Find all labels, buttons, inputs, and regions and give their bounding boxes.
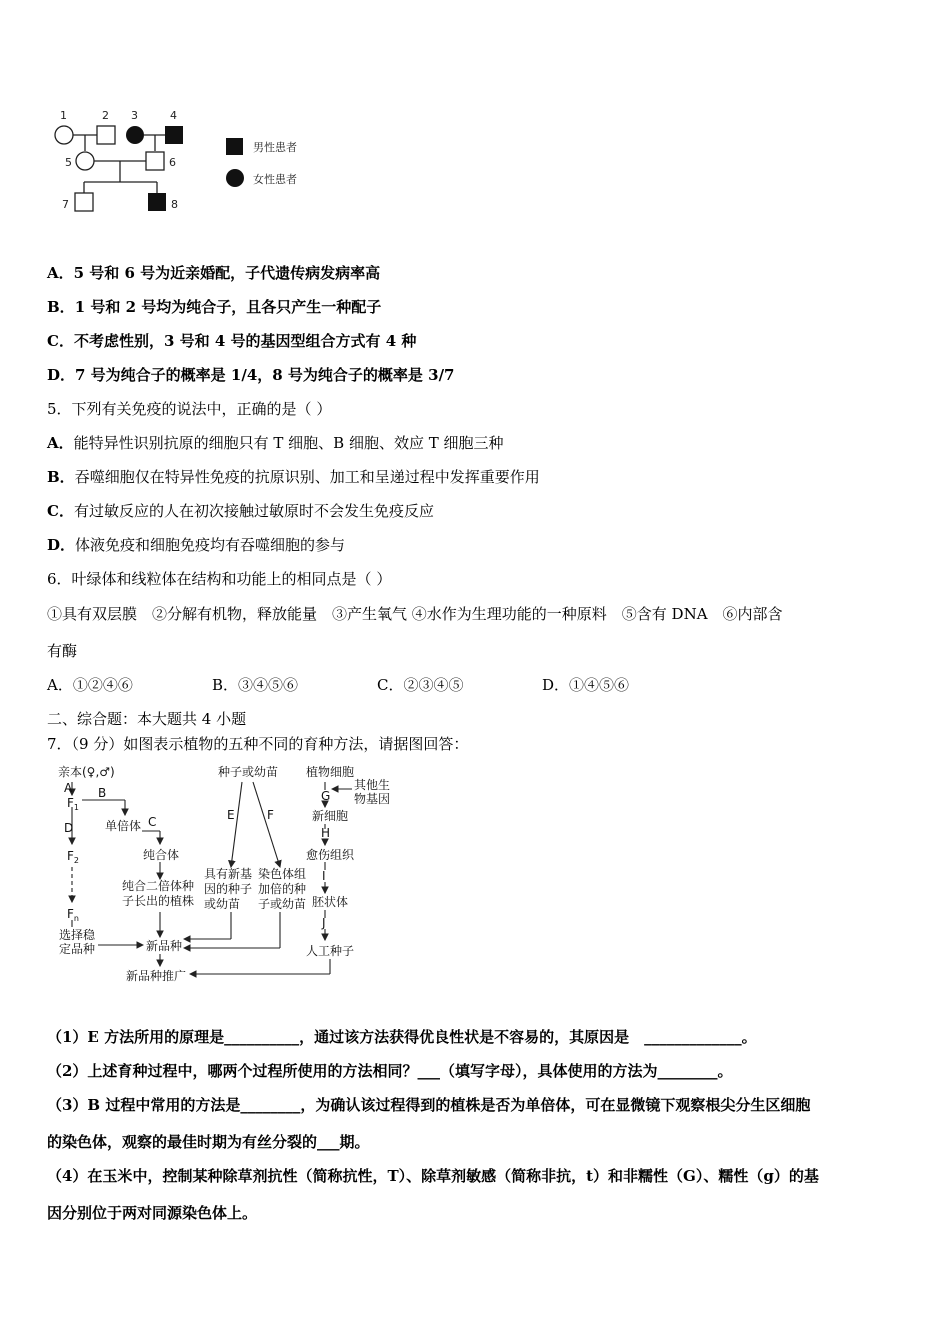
pedigree-number: 3 <box>131 109 138 122</box>
fn-label: $F_n$ <box>67 907 79 923</box>
q6-choice-a: A．①②④⑥ <box>47 676 133 694</box>
legend-male-label: 男性患者 <box>253 141 297 154</box>
other-gene-label: 物基因 <box>354 792 391 806</box>
step-g-label: G <box>321 789 331 803</box>
legend-female-symbol <box>226 169 244 187</box>
parents-label: 亲本(♀,♂) <box>58 765 115 779</box>
q6-stem: 6．叶绿体和线粒体在结构和功能上的相同点是（ ） <box>47 570 392 588</box>
q5-option-b: B．吞噬细胞仅在特异性免疫的抗原识别、加工和呈递过程中发挥重要作用 <box>47 468 540 486</box>
q5-option-d: D．体液免疫和细胞免疫均有吞噬细胞的参与 <box>47 536 346 554</box>
q7-sub4-line1: （4）在玉米中，控制某种除草剂抗性（简称抗性，T）、除草剂敏感（简称非抗，t）和非糯性（G）、糯性（g）的基 <box>47 1167 819 1185</box>
step-c-label: C <box>148 815 157 829</box>
double-label: 子或幼苗 <box>258 897 307 911</box>
step-a-label: A <box>64 781 73 795</box>
select-label: 定品种 <box>59 942 96 956</box>
promote-label: 新品种推广 <box>126 969 187 983</box>
embryoid-label: 胚状体 <box>312 895 349 909</box>
individual-4 <box>165 126 183 144</box>
individual-7 <box>75 193 93 211</box>
step-f-label: F <box>267 808 274 822</box>
q5-option-a: A．能特异性识别抗原的细胞只有 T 细胞、B 细胞、效应 T 细胞三种 <box>47 434 504 452</box>
new-gene-label: 具有新基 <box>204 867 253 881</box>
callus-label: 愈伤组织 <box>306 848 355 862</box>
q7-stem: 7．（9 分）如图表示植物的五种不同的育种方法，请据图回答： <box>47 735 469 753</box>
individual-5 <box>76 152 94 170</box>
plant-cell-label: 植物细胞 <box>306 765 355 779</box>
individual-1 <box>55 126 73 144</box>
q5-stem: 5．下列有关免疫的说法中，正确的是（ ） <box>47 400 332 418</box>
select-label: 选择稳 <box>59 928 96 942</box>
step-i-label: I <box>322 869 326 883</box>
f2-label: $F_2$ <box>67 849 79 865</box>
pedigree-number: 4 <box>170 109 177 122</box>
haploid-label: 单倍体 <box>105 819 142 833</box>
q6-items-line2: 有酶 <box>47 642 78 660</box>
step-d-label: D <box>64 821 74 835</box>
step-h-label: H <box>321 826 331 840</box>
step-b-label: B <box>98 786 107 800</box>
pedigree-number: 7 <box>62 198 69 211</box>
q7-sub1: （1）E 方法所用的原理是__________，通过该方法获得优良性状是不容易的，其原因是 _____________。 <box>47 1028 757 1046</box>
seed-label: 种子或幼苗 <box>218 765 279 779</box>
individual-8 <box>148 193 166 211</box>
q7-sub3-line2: 的染色体，观察的最佳时期为有丝分裂的___期。 <box>47 1133 370 1151</box>
section-heading: 二、综合题：本大题共 4 小题 <box>47 710 247 728</box>
legend-male-symbol <box>226 138 243 155</box>
individual-6 <box>146 152 164 170</box>
new-cell-label: 新细胞 <box>312 809 349 823</box>
q4-option-a: A．5 号和 6 号为近亲婚配，子代遗传病发病率高 <box>47 264 381 282</box>
q6-items-line1: ①具有双层膜 ②分解有机物，释放能量 ③产生氧气 ④水作为生理功能的一种原料 ⑤含有 DNA ⑥内部含 <box>47 605 783 623</box>
q4-option-b: B．1 号和 2 号均为纯合子，且各只产生一种配子 <box>47 298 382 316</box>
pedigree-number: 8 <box>171 198 178 211</box>
step-j-label: J <box>322 916 326 930</box>
artificial-seed-label: 人工种子 <box>306 944 355 958</box>
pure-label: 纯合体 <box>143 848 180 862</box>
q6-choice-c: C．②③④⑤ <box>377 676 464 694</box>
q5-option-c: C．有过敏反应的人在初次接触过敏原时不会发生免疫反应 <box>47 502 434 520</box>
q7-sub4-line2: 因分别位于两对同源染色体上。 <box>47 1204 258 1222</box>
q6-choice-b: B．③④⑤⑥ <box>212 676 299 694</box>
step-e-label: E <box>227 808 235 822</box>
breeding-diagram <box>50 762 400 987</box>
q4-option-d: D．7 号为纯合子的概率是 1/4，8 号为纯合子的概率是 3/7 <box>47 366 455 384</box>
new-gene-label: 或幼苗 <box>204 897 241 911</box>
double-label: 染色体组 <box>258 867 307 881</box>
legend-female-label: 女性患者 <box>253 173 297 186</box>
q6-choice-d: D．①④⑤⑥ <box>542 676 630 694</box>
individual-3 <box>126 126 144 144</box>
pedigree-number: 2 <box>102 109 109 122</box>
pedigree-chart <box>40 105 330 220</box>
double-label: 加倍的种 <box>258 882 307 896</box>
new-gene-label: 因的种子 <box>204 882 253 896</box>
pedigree-number: 1 <box>60 109 67 122</box>
pure-diploid-label: 子长出的植株 <box>122 894 195 908</box>
new-variety-label: 新品种 <box>146 939 183 953</box>
other-gene-label: 其他生 <box>354 778 391 792</box>
q7-sub2: （2）上述育种过程中，哪两个过程所使用的方法相同？___（填写字母），具体使用的方法为________。 <box>47 1062 733 1080</box>
pedigree-number: 6 <box>169 156 176 169</box>
f1-label: $F_1$ <box>67 796 79 812</box>
pure-diploid-label: 纯合二倍体种 <box>122 879 195 893</box>
pedigree-number: 5 <box>65 156 72 169</box>
individual-2 <box>97 126 115 144</box>
q7-sub3-line1: （3）B 过程中常用的方法是________，为确认该过程得到的植株是否为单倍体，可在显微镜下观察根尖分生区细胞 <box>47 1096 811 1114</box>
q4-option-c: C．不考虑性别，3 号和 4 号的基因型组合方式有 4 种 <box>47 332 417 350</box>
